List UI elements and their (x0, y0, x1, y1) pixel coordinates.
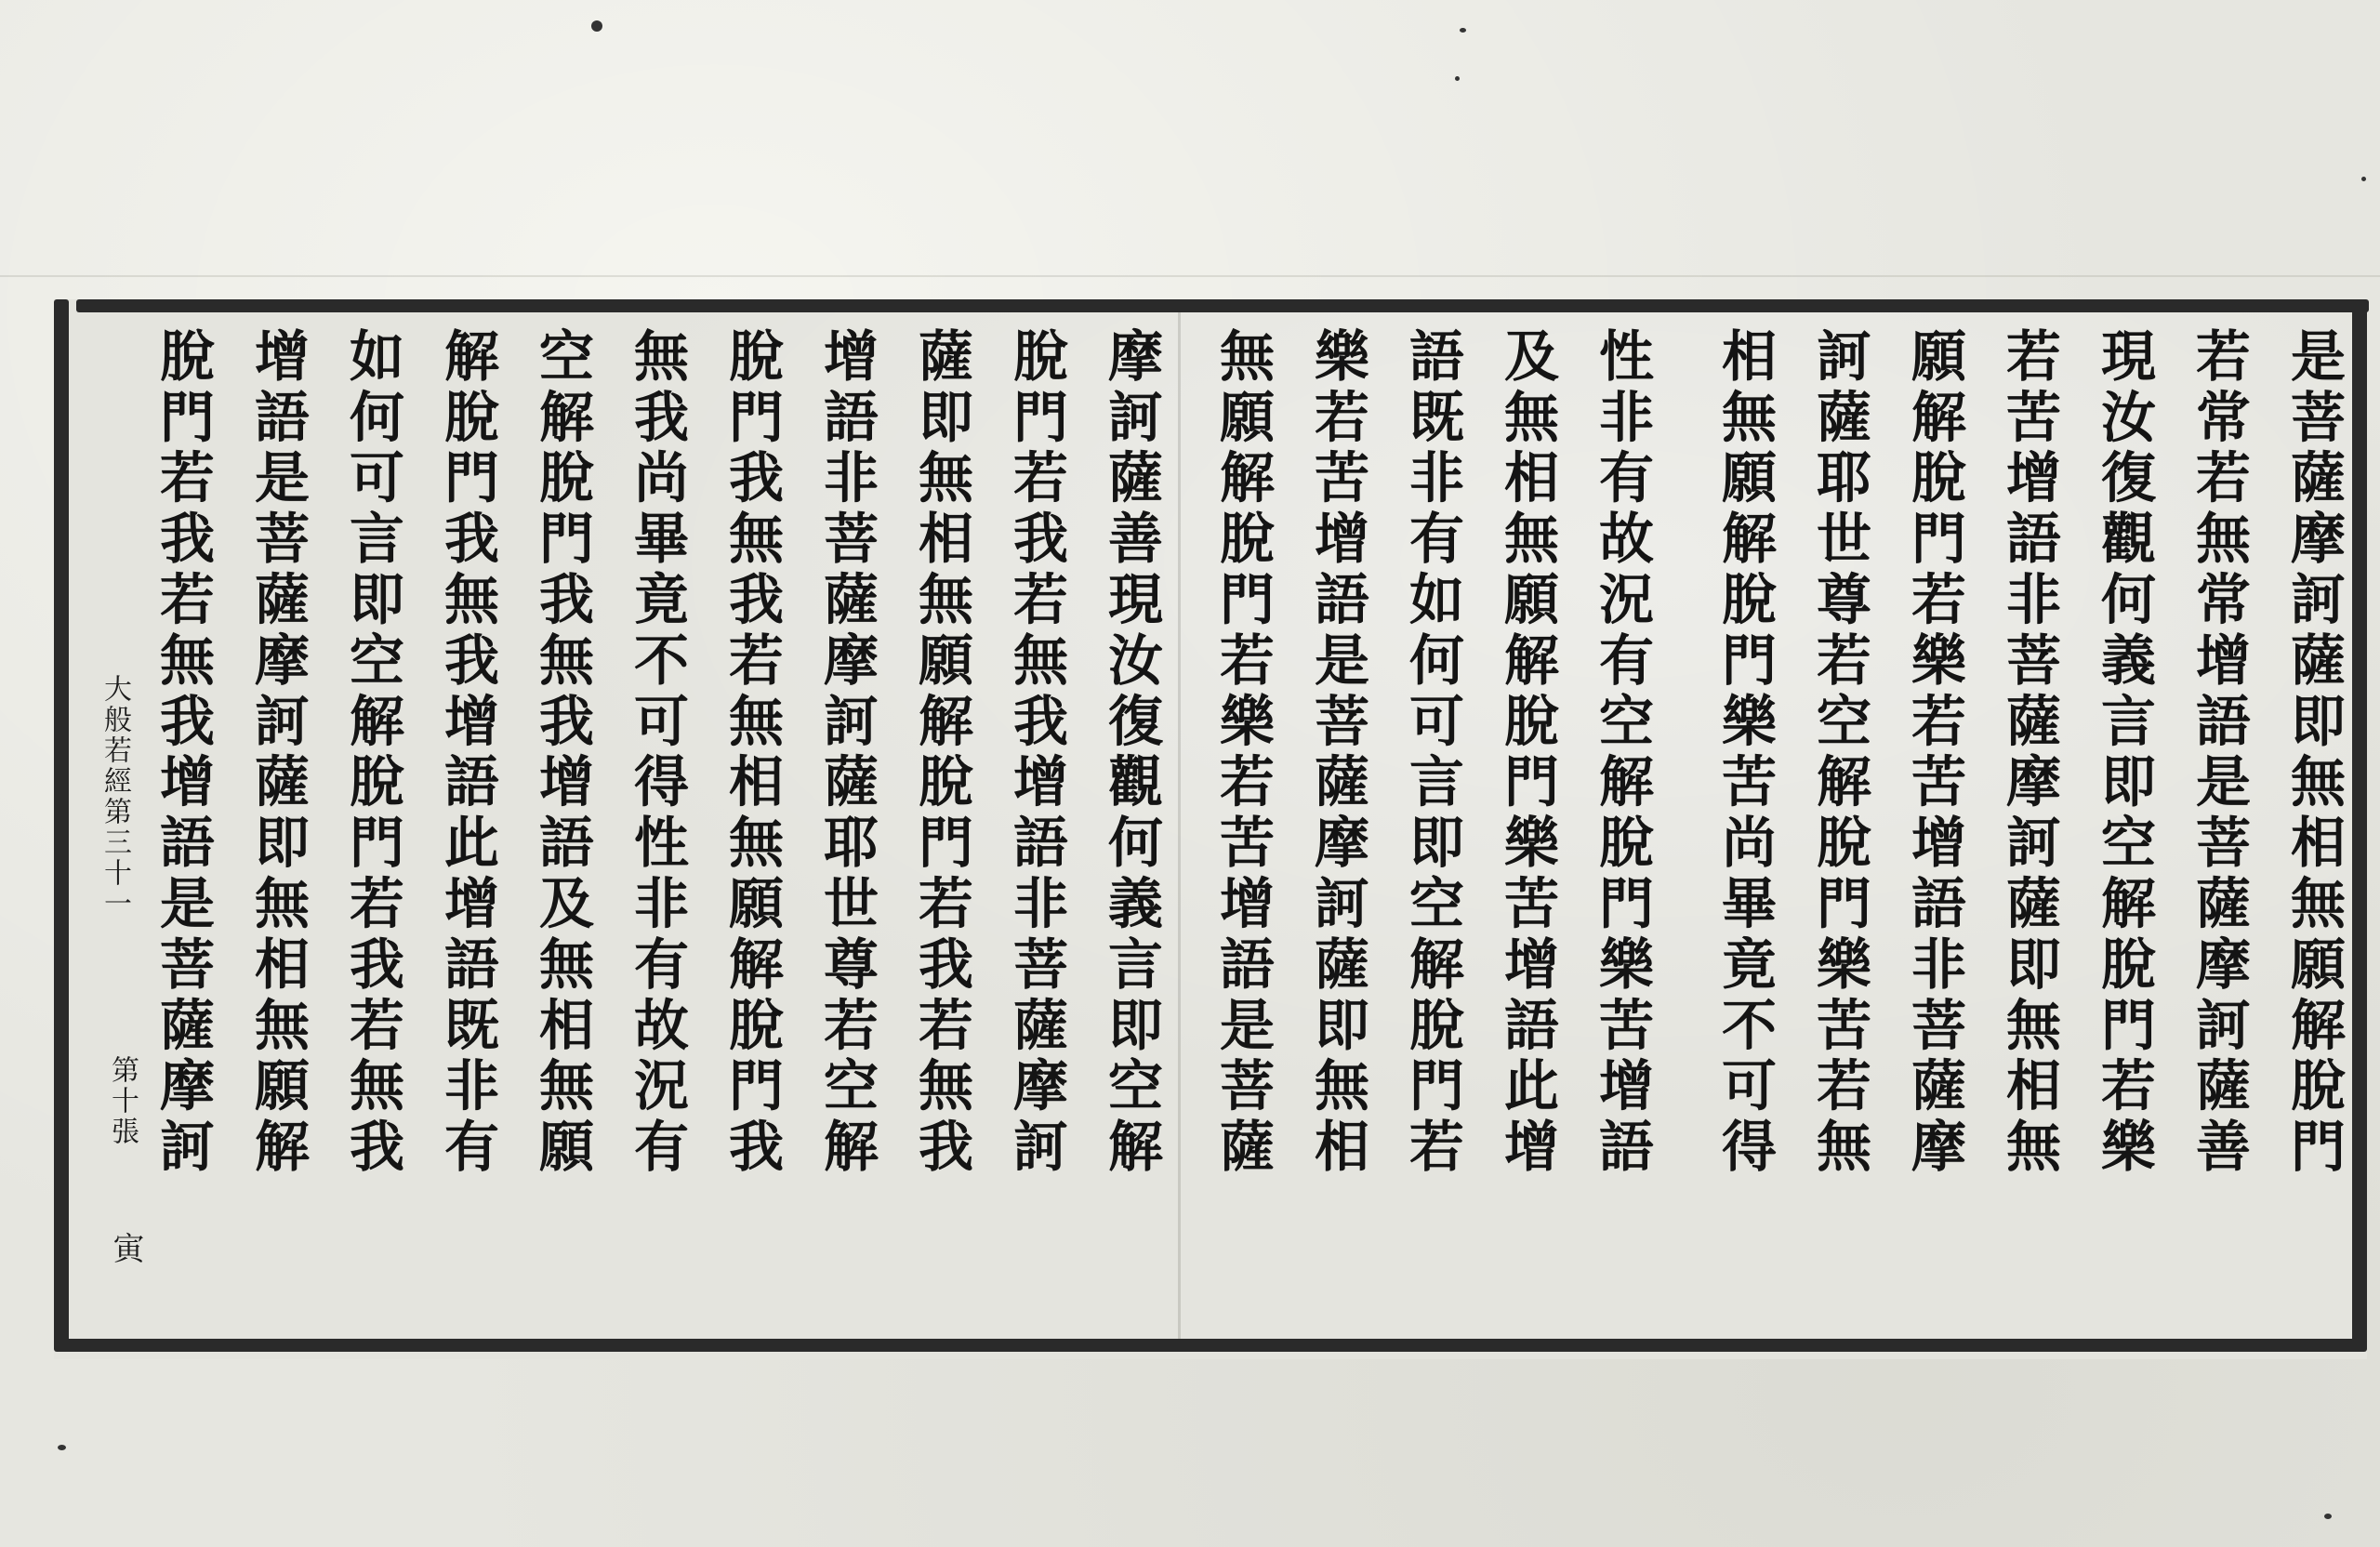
text-column-18: 無我尚畢竟不可得性非有故況有 (625, 327, 689, 1179)
text-column-20: 解脫門我無我增語此增語既非有 (435, 327, 499, 1179)
text-column-19: 空解脫門我無我增語及無相無願 (530, 327, 594, 1179)
margin-sutra-title: 大般若經第三十一 (99, 674, 131, 919)
text-column-12: 無願解脫門若樂若苦增語是菩薩 (1210, 327, 1275, 1179)
center-fold (1178, 312, 1181, 1339)
ink-speck (2324, 1514, 2332, 1519)
text-column-8: 性非有故況有空解脫門樂苦增語 (1590, 327, 1654, 1179)
text-column-21: 如何可言即空解脫門若我若無我 (340, 327, 404, 1179)
border-bottom (58, 1339, 2361, 1352)
fold-line (0, 275, 2380, 277)
border-top (76, 299, 2369, 312)
text-column-23: 脫門若我若無我增語是菩薩摩訶 (151, 327, 215, 1179)
margin-mark: 寅 (107, 1232, 144, 1266)
ink-speck (2361, 177, 2366, 181)
border-right (2352, 299, 2367, 1352)
text-column-9: 及無相無願解脫門樂苦增語此增 (1495, 327, 1559, 1179)
text-column-2: 若常若無常增語是菩薩摩訶薩善 (2187, 327, 2251, 1179)
text-column-6: 訶薩耶世尊若空解脫門樂苦若無 (1807, 327, 1871, 1179)
ink-speck (1460, 28, 1466, 33)
text-column-4: 若苦增語非菩薩摩訶薩即無相無 (1997, 327, 2061, 1179)
text-column-16: 增語非菩薩摩訶薩耶世尊若空解 (814, 327, 879, 1179)
text-column-15: 薩即無相無願解脫門若我若無我 (909, 327, 973, 1179)
text-column-10: 語既非有如何可言即空解脫門若 (1400, 327, 1464, 1179)
text-column-7: 相無願解脫門樂苦尚畢竟不可得 (1712, 327, 1777, 1179)
text-column-17: 脫門我無我若無相無願解脫門我 (720, 327, 784, 1179)
ink-speck (58, 1445, 66, 1450)
border-left (54, 299, 69, 1352)
ink-speck (591, 20, 602, 32)
text-column-22: 增語是菩薩摩訶薩即無相無願解 (245, 327, 310, 1179)
text-column-14: 脫門若我若無我增語非菩薩摩訶 (1004, 327, 1068, 1179)
text-column-11: 樂若苦增語是菩薩摩訶薩即無相 (1305, 327, 1369, 1179)
text-column-13: 摩訶薩善現汝復觀何義言即空解 (1099, 327, 1163, 1179)
margin-page-number: 第十張 (106, 1055, 139, 1147)
text-column-3: 現汝復觀何義言即空解脫門若樂 (2092, 327, 2156, 1179)
text-column-5: 願解脫門若樂若苦增語非菩薩摩 (1902, 327, 1966, 1179)
ink-speck (1455, 76, 1460, 81)
text-column-1: 是菩薩摩訶薩即無相無願解脫門 (2281, 327, 2346, 1179)
